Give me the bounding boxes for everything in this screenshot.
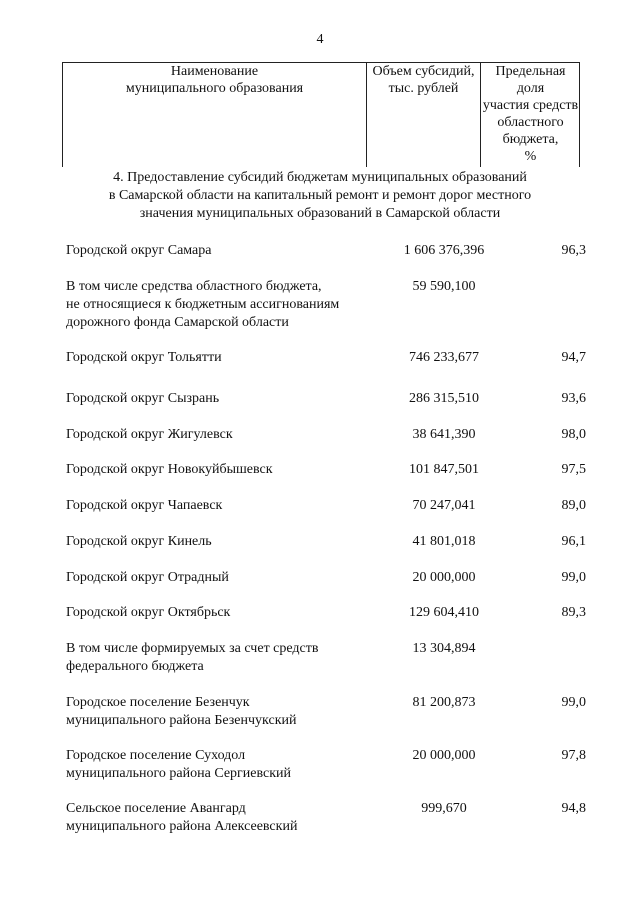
row-share: 99,0 — [561, 570, 586, 585]
row-name-line: В том числе средства областного бюджета, — [66, 279, 322, 294]
row-name — [66, 278, 376, 332]
row-name-line: Городской округ Сызрань — [66, 391, 220, 406]
row-name-line: Городской округ Кинель — [66, 534, 212, 549]
row-name — [66, 426, 376, 444]
section-title-line: в Самарской области на капитальный ремонт и ремонт дорог местного — [108, 188, 532, 203]
header-line: бюджета, — [502, 132, 559, 147]
row-amount: 81 200,873 — [412, 695, 476, 710]
row-name-line: Городской округ Жигулевск — [66, 427, 233, 442]
row-name — [66, 533, 376, 551]
row-amount: 13 304,894 — [412, 641, 476, 656]
row-amount: 38 641,390 — [412, 427, 476, 442]
header-line: доля — [516, 81, 545, 96]
row-amount: 59 590,100 — [412, 279, 476, 294]
row-name — [66, 569, 376, 587]
row-name — [66, 694, 376, 730]
row-name-line: Городской округ Чапаевск — [66, 498, 223, 513]
row-name — [66, 390, 376, 408]
header-municipality-column — [63, 63, 366, 167]
row-amount: 20 000,000 — [412, 570, 476, 585]
header-line: тыс. рублей — [388, 81, 459, 96]
row-name-line: Городское поселение Безенчук — [66, 695, 250, 710]
row-name — [66, 242, 376, 260]
row-share: 99,0 — [561, 695, 586, 710]
row-name — [66, 640, 376, 676]
header-line: Предельная — [495, 64, 566, 79]
row-share: 94,7 — [561, 350, 586, 365]
header-line: областного — [497, 115, 564, 130]
row-name-line: федерального бюджета — [66, 659, 204, 674]
header-line: муниципального образования — [125, 81, 304, 96]
row-share: 89,0 — [561, 498, 586, 513]
row-name — [66, 604, 376, 622]
row-name-line: Городской округ Октябрьск — [66, 605, 231, 620]
header-line: Объем субсидий, — [372, 64, 475, 79]
row-name-line: В том числе формируемых за счет средств — [66, 641, 319, 656]
row-amount: 999,670 — [421, 801, 467, 816]
row-share: 96,1 — [561, 534, 586, 549]
row-amount: 129 604,410 — [409, 605, 479, 620]
row-amount: 70 247,041 — [412, 498, 476, 513]
row-name — [66, 349, 376, 367]
row-name-line: муниципального района Безенчукский — [66, 713, 297, 728]
page-number: 4 — [316, 32, 324, 47]
row-name-line: Сельское поселение Авангард — [66, 801, 246, 816]
header-subsidy-column — [366, 63, 480, 167]
row-share: 96,3 — [561, 243, 586, 258]
header-line: % — [524, 149, 537, 164]
row-amount: 1 606 376,396 — [403, 243, 485, 258]
row-name — [66, 747, 376, 783]
row-share: 97,8 — [561, 748, 586, 763]
header-line: Наименование — [170, 64, 259, 79]
row-name-line: не относящиеся к бюджетным ассигнованиям — [66, 297, 340, 312]
row-name — [66, 497, 376, 515]
section-title-line: значения муниципальных образований в Самарской области — [139, 206, 501, 221]
row-share: 98,0 — [561, 427, 586, 442]
row-name — [66, 461, 376, 479]
row-amount: 101 847,501 — [409, 462, 479, 477]
row-name — [66, 800, 376, 836]
row-name-line: Городской округ Новокуйбышевск — [66, 462, 273, 477]
row-amount: 286 315,510 — [409, 391, 479, 406]
row-amount: 41 801,018 — [412, 534, 476, 549]
row-name-line: муниципального района Сергиевский — [66, 766, 292, 781]
row-share: 93,6 — [561, 391, 586, 406]
row-name-line: муниципального района Алексеевский — [66, 819, 298, 834]
row-share: 89,3 — [561, 605, 586, 620]
row-share: 97,5 — [561, 462, 586, 477]
table-header — [62, 62, 580, 167]
section-title — [62, 169, 578, 223]
row-name-line: Городской округ Самара — [66, 243, 212, 258]
header-line: участия средств — [482, 98, 579, 113]
row-name-line: Городское поселение Суходол — [66, 748, 246, 763]
row-amount: 746 233,677 — [409, 350, 479, 365]
row-amount: 20 000,000 — [412, 748, 476, 763]
row-name-line: дорожного фонда Самарской области — [66, 315, 289, 330]
row-share: 94,8 — [561, 801, 586, 816]
row-name-line: Городской округ Отрадный — [66, 570, 229, 585]
header-share-column — [480, 63, 580, 167]
row-name-line: Городской округ Тольятти — [66, 350, 222, 365]
section-title-line: 4. Предоставление субсидий бюджетам муниципальных образований — [113, 170, 527, 185]
